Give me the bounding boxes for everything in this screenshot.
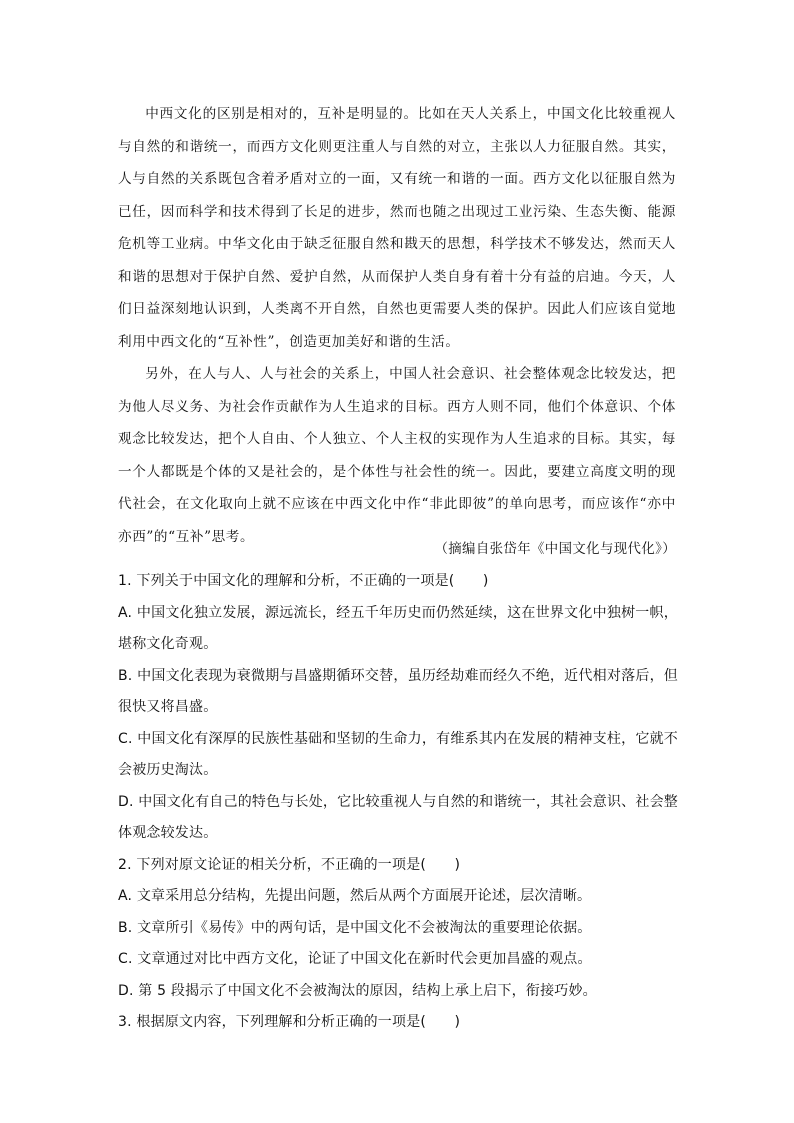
question-2-option-b: B. 文章所引《易传》中的两句话，是中国文化不会被淘汰的重要理论依据。 [118, 919, 592, 936]
question-3 [118, 1007, 678, 1039]
passage-paragraph-2: 另外，在人与人、人与社会的关系上，中国人社会意识、社会整体观念比较发达，把为他人尽义务、为社会作贡献作为人生追求的目标。西方人则不同，他们个体意识、个体观念比较发达，把个人自由、个人独立、个人主权的实现作为人生追求的目标。其实，每一个人都既是个体的又是社会的，是个体性与社会性的统一。因此，要建立高度文明的现代社会，在文化取向上就不应该在中西文化中作“非此即彼”的单向思考，而应该作“亦中亦西”的“互补”思考。 [118, 366, 676, 545]
question-1-option-d: D. 中国文化有自己的特色与长处，它比较重视人与自然的和谐统一，其社会意识、社会整体观念较发达。 [118, 793, 678, 841]
question-1 [118, 566, 678, 850]
question-1-option-a: A. 中国文化独立发展，源远流长，经五千年历史而仍然延续，这在世界文化中独树一帜，堪称文化奇观。 [118, 604, 678, 652]
passage-source-citation: （摘编自张岱年《中国文化与现代化》） [434, 542, 676, 557]
passage-paragraph-1: 中西文化的区别是相对的，互补是明显的。比如在天人关系上，中国文化比较重视人与自然的和谐统一，而西方文化则更注重人与自然的对立，主张以人力征服自然。其实，人与自然的关系既包含着矛盾对立的一面，又有统一和谐的一面。西方文化以征服自然为已任，因而科学和技术得到了长足的进步，然而也随之出现过工业污染、生态失衡、能源危机等工业病。中华文化由于缺乏征服自然和戡天的思想，科学技术不够发达，然而天人和谐的思想对于保护自然、爱护自然，从而保护人类自身有着十分有益的启迪。今天，人们日益深刻地认识到，人类离不开自然，自然也更需要人类的保护。因此人们应该自觉地利用中西文化的“互补性”，创造更加美好和谐的生活。 [118, 106, 676, 350]
question-1-title: 1. 下列关于中国文化的理解和分析，不正确的一项是( ) [118, 573, 489, 589]
question-2-option-c: C. 文章通过对比中西方文化，论证了中国文化在新时代会更加昌盛的观点。 [118, 951, 592, 967]
reading-passage [118, 98, 676, 553]
question-list [118, 566, 678, 1039]
question-1-option-b: B. 中国文化表现为衰微期与昌盛期循环交替，虽历经劫难而经久不绝，近代相对落后，但很快又将昌盛。 [118, 667, 678, 715]
question-2-title: 2. 下列对原文论证的相关分析，不正确的一项是( ) [118, 856, 461, 873]
question-2 [118, 850, 678, 1008]
question-2-option-a: A. 文章采用总分结构，先提出问题，然后从两个方面展开论述，层次清晰。 [118, 888, 592, 904]
question-2-option-d: D. 第 5 段揭示了中国文化不会被淘汰的原因，结构上承上启下，衔接巧妙。 [118, 982, 597, 999]
question-1-option-c: C. 中国文化有深厚的民族性基础和坚韧的生命力，有维系其内在发展的精神支柱，它就不会被历史淘汰。 [118, 730, 678, 778]
question-3-title: 3. 根据原文内容，下列理解和分析正确的一项是( ) [118, 1014, 461, 1030]
